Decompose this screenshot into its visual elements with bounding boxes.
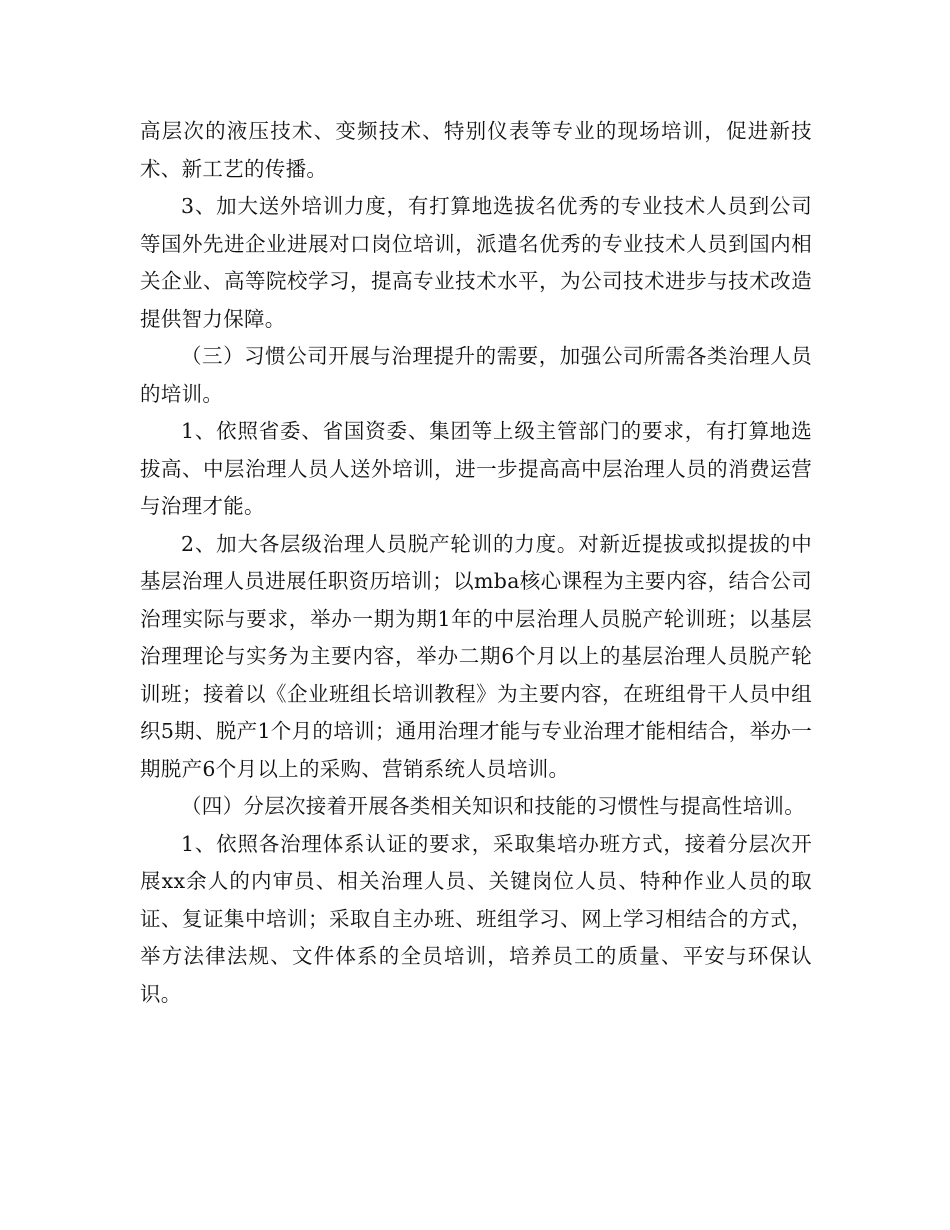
paragraph-item-1b: 1、依照各治理体系认证的要求，采取集培办班方式，接着分层次开展xx余人的内审员、相关治理人员、关键岗位人员、特种作业人员的取证、复证集中培训；采取自主办班、班组学习、网上学习相结合的方式，举方法律法规、文件体系的全员培训，培养员工的质量、平安与环保认识。 — [140, 831, 812, 1006]
paragraph-item-3: 3、加大送外培训力度，有打算地选拔名优秀的专业技术人员到公司等国外先进企业进展对口岗位培训，派遣名优秀的专业技术人员到国内相关企业、高等院校学习，提高专业技术水平，为公司技术进步与技术改造提供智力保障。 — [140, 194, 812, 331]
document-body — [140, 113, 812, 1013]
section-heading-3: （三）习惯公司开展与治理提升的需要，加强公司所需各类治理人员的培训。 — [140, 344, 812, 406]
section-heading-4: （四）分层次接着开展各类相关知识和技能的习惯性与提高性培训。 — [181, 794, 805, 818]
paragraph-continuation: 高层次的液压技术、变频技术、特别仪表等专业的现场培训，促进新技术、新工艺的传播。 — [140, 119, 812, 181]
paragraph-item-1: 1、依照省委、省国资委、集团等上级主管部门的要求，有打算地选拔高、中层治理人员人送外培训，进一步提高高中层治理人员的消费运营与治理才能。 — [140, 419, 812, 518]
paragraph-item-2: 2、加大各层级治理人员脱产轮训的力度。对新近提拔或拟提拔的中基层治理人员进展任职资历培训；以mba核心课程为主要内容，结合公司治理实际与要求，举办一期为期1年的中层治理人员脱产轮训班；以基层治理理论与实务为主要内容，举办二期6个月以上的基层治理人员脱产轮训班；接着以《企业班组长培训教程》为主要内容，在班组骨干人员中组织5期、脱产1个月的培训；通用治理才能与专业治理才能相结合，举办一期脱产6个月以上的采购、营销系统人员培训。 — [140, 531, 812, 781]
